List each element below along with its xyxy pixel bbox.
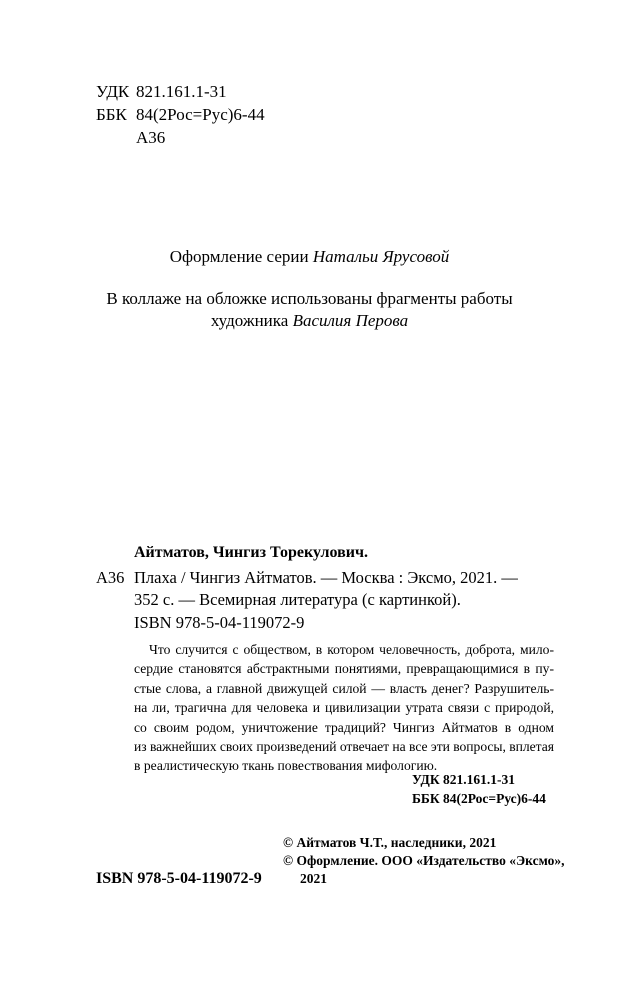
author-sign-value: А36 xyxy=(136,127,166,147)
series-designer-name: Натальи Ярусовой xyxy=(312,247,450,266)
bbk-row xyxy=(96,103,265,126)
udk-bottom: УДК 821.161.1-31 xyxy=(412,772,515,787)
cover-artist-name: Василия Перова xyxy=(292,311,409,330)
biblio-index: А36 xyxy=(96,568,125,587)
bibliographic-record xyxy=(96,567,518,611)
cover-credit-prefix: художника xyxy=(210,311,293,330)
annotation-line: из важнейших своих произведений отвечает на все эти вопросы, вплетая xyxy=(134,739,554,755)
annotation-line: сердие становятся абстрактными понятиями, превращающимися в пу- xyxy=(134,661,554,677)
biblio-title: Плаха / Чингиз Айтматов. — Москва : Эксмо, 2021. — xyxy=(134,568,518,587)
bbk-key: ББК xyxy=(96,104,127,124)
udk-key: УДК xyxy=(96,81,130,101)
bbk-value: 84(2Рос=Рус)6-44 xyxy=(136,104,265,124)
biblio-line1 xyxy=(96,567,518,589)
cover-credit-line2 xyxy=(0,311,619,331)
annotation-line: стые слова, а главной движущей силой — власть денег? Разрушитель- xyxy=(134,680,554,696)
annotation-line: на ли, трагична для человека и цивилизации утрата связи с природой, xyxy=(134,700,554,716)
copyright-line2: © Оформление. ООО «Издательство «Эксмо», xyxy=(283,853,565,868)
bbk-bottom: ББК 84(2Рос=Рус)6-44 xyxy=(412,791,546,806)
copyright-line3: 2021 xyxy=(300,871,327,886)
udk-row xyxy=(96,80,265,103)
author-heading: Айтматов, Чингиз Торекулович. xyxy=(134,544,368,561)
annotation-line: в реалистическую ткань повествования мифологию. xyxy=(134,758,438,774)
author-sign-row xyxy=(96,126,265,149)
isbn-record: ISBN 978-5-04-119072-9 xyxy=(134,613,305,632)
biblio-line2: 352 с. — Всемирная литература (с картинкой). xyxy=(134,590,461,609)
isbn-bottom: ISBN 978-5-04-119072-9 xyxy=(96,870,262,887)
classification-codes xyxy=(96,80,265,149)
copyright-block xyxy=(283,834,564,888)
copyright-line1: © Айтматов Ч.Т., наследники, 2021 xyxy=(283,835,497,850)
cover-credit-line1: В коллаже на обложке использованы фрагменты работы xyxy=(106,289,513,308)
annotation-line: Что случится с обществом, в котором человечность, доброта, мило- xyxy=(149,642,554,657)
udk-value: 821.161.1-31 xyxy=(136,81,227,101)
series-design-prefix: Оформление серии xyxy=(169,247,313,266)
annotation-line: со своим родом, уничтожение традиций? Чингиз Айтматов в одном xyxy=(134,719,554,735)
annotation xyxy=(134,640,554,776)
series-design-credit xyxy=(0,247,619,267)
classification-codes-bottom xyxy=(412,770,546,808)
